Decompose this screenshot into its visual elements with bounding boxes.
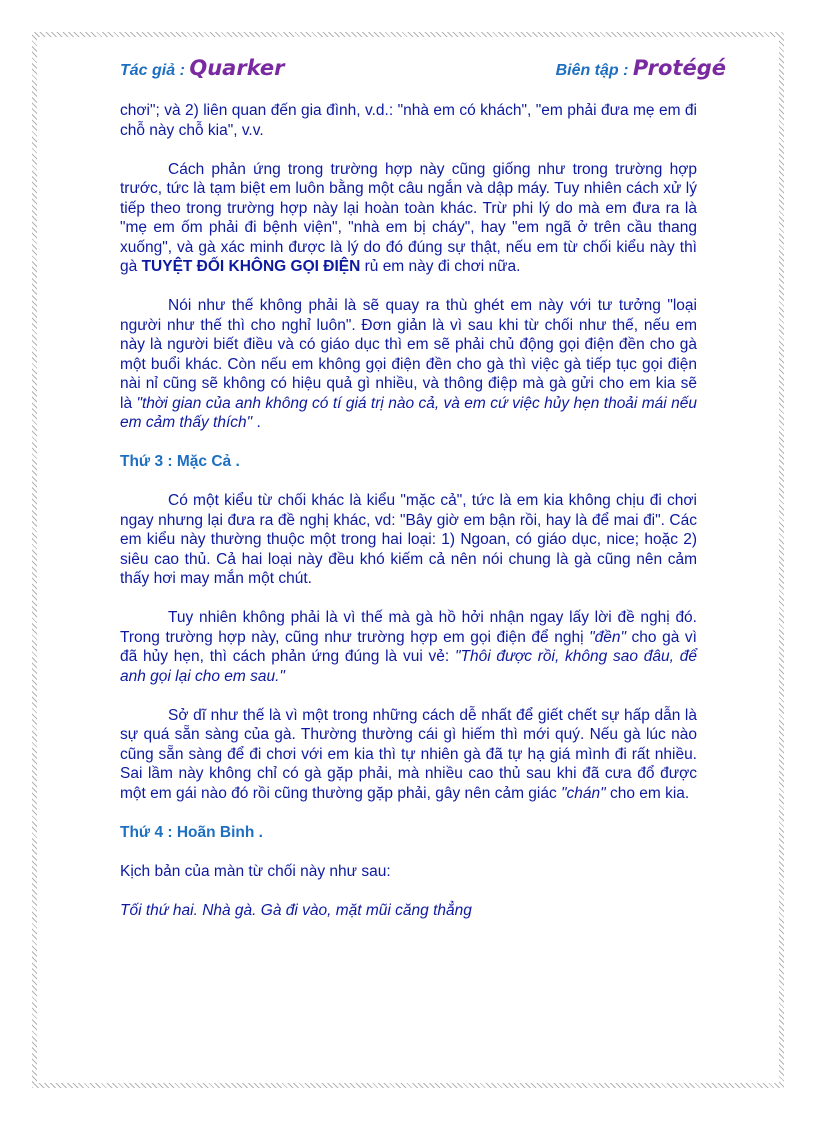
article-body [120,101,697,940]
text-span: Sở dĩ như thế là vì một trong những cách dễ nhất để giết chết sự hấp dẫn là sự quá sẵn sàng của gà. Thường thường cái gì hiếm thì mới quý. Nếu gà lúc nào cũng sẵn sàng để đi chơi với em kia thì tự nhiên gà đã tự hạ giá mình đi rất nhiều. Sai lầm này không chỉ có gà gặp phải, mà nhiều cao thủ sau khi đã cưa đổ được một em gái nào đó rồi cũng thường gặp phải, gây nên cảm giác [120,706,697,802]
text-span: cho gà vì đã hủy hẹn, thì cách phản ứng đúng là vui vẻ: [120,628,697,665]
quote-italic: "Thôi được rồi, không sao đâu, để anh gọi lại cho em sau." [120,648,697,685]
text-span: Cách phản ứng trong trường hợp này cũng giống như trong trường hợp trước, tức là tạm biệt em luôn bằng một câu ngắn và dập máy. Tuy nhiên cách xử lý tiếp theo trong trường hợp này lại hoàn toàn khác. Trừ phi lý do mà em đưa ra là "mẹ em ốm phải đi bệnh viện", "nhà em bị cháy", hay "em ngã ở trên cầu thang xuống", và gà xác minh được là lý do đó đúng sự thật, nếu em từ chối kiểu này thì gà [120,160,697,275]
quote-italic: "đền" [589,628,626,646]
text-span: cho em kia. [605,784,690,802]
text-span: rủ em này đi chơi nữa. [360,258,521,275]
author-label: Tác giả : [120,62,190,79]
paragraph-7: Kịch bản của màn từ chối này như sau: [120,862,391,880]
quote-italic: "thời gian của anh không có tí giá trị nào cả, và em cứ việc hủy hẹn thoải mái nếu em cảm thấy thích" [120,394,697,431]
editor-credit [556,56,726,83]
section-heading-3: Thứ 3 : Mặc Cả . [120,453,240,470]
paragraph-4: Có một kiểu từ chối khác là kiểu "mặc cả", tức là em kia không chịu đi chơi ngay nhưng lại đưa ra đề nghị khác, vd: "Bây giờ em bận rồi, hay là để mai đi". Các em kiểu này thường thuộc một trong hai loại: 1) Ngoan, có giáo dục, nice; hoặc 2) siêu cao thủ. Cả hai loại này đều khó kiếm cả nên nói chung là gà cũng nên cảm thấy hơi may mắn một chút. [120,492,697,587]
page-header [120,56,726,82]
text-span: Nói như thế không phải là sẽ quay ra thù ghét em này với tư tưởng "loại người như thế thì cho nghỉ luôn". Đơn giản là vì sau khi từ chối như thế, nếu em này là người biết điều và có giáo dục thì em sẽ phải chủ động gọi điện đền cho gà một buổi khác. Còn nếu em không gọi điện đền cho gà thì việc gà tiếp tục gọi điện nài nỉ cũng sẽ không có hiệu quả gì nhiều, và thông điệp mà gà gửi cho em kia sẽ là [120,297,697,412]
paragraph-8: Tối thứ hai. Nhà gà. Gà đi vào, mặt mũi căng thẳng [120,901,472,919]
paragraph-3 [120,296,697,433]
paragraph-2 [120,160,697,277]
author-name: Quarker [189,56,285,80]
author-credit [120,56,285,83]
paragraph-6 [120,706,697,804]
quote-italic: "chán" [561,784,606,802]
text-span: Tuy nhiên không phải là vì thế mà gà hồ hởi nhận ngay lấy lời đề nghị đó. Trong trường hợp này, cũng như trường hợp em gọi điện để nghị [120,609,697,646]
section-heading-4: Thứ 4 : Hoãn Binh . [120,823,263,841]
text-span: . [252,414,261,431]
emphasis-bold: TUYỆT ĐỐI KHÔNG GỌI ĐIỆN [141,258,361,275]
paragraph-1: chơi"; và 2) liên quan đến gia đình, v.d.: "nhà em có khách", "em phải đưa mẹ em đi chỗ này chỗ kia", v.v. [120,102,697,139]
editor-name: Protégé [632,56,726,80]
paragraph-5 [120,608,697,686]
editor-label: Biên tập : [555,62,633,79]
